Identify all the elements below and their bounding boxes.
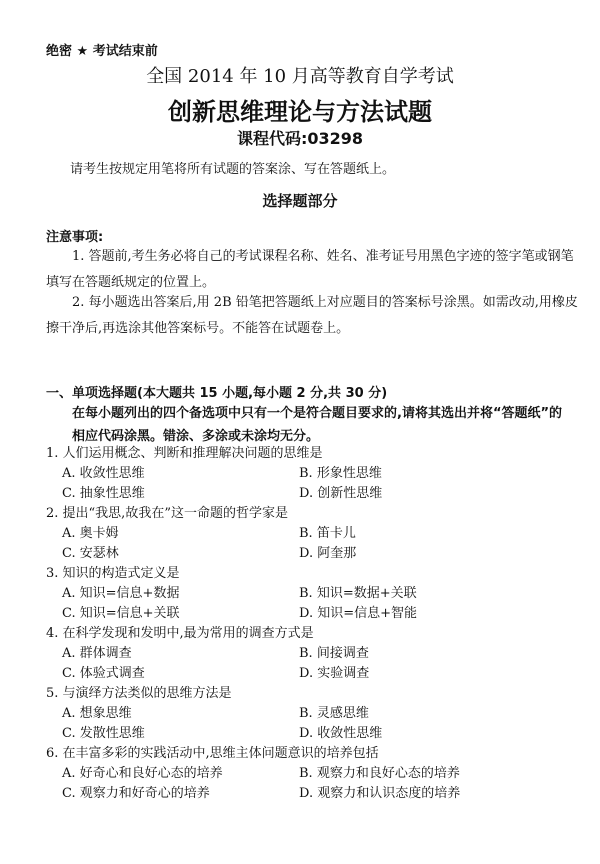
option-row <box>46 784 586 804</box>
option-row <box>46 484 586 504</box>
question <box>46 684 586 744</box>
option-row <box>46 664 586 684</box>
option: C. 发散性思维 <box>62 726 145 741</box>
question-stem: 2. 提出“我思,故我在”这一命题的哲学家是 <box>46 506 288 521</box>
option-row <box>46 544 586 564</box>
question <box>46 564 586 624</box>
option: C. 安瑟林 <box>62 546 119 561</box>
option: D. 创新性思维 <box>299 486 383 501</box>
question-stem: 1. 人们运用概念、判断和推理解决问题的思维是 <box>46 446 323 461</box>
part-description: 在每小题列出的四个备选项中只有一个是符合题目要求的,请将其选出并将“答题纸”的相应代码涂黑。错涂、多涂或未涂均无分。 <box>72 406 563 444</box>
question-stem: 4. 在科学发现和发明中,最为常用的调查方式是 <box>46 626 314 641</box>
option: C. 知识=信息+关联 <box>62 606 180 621</box>
course-code: 课程代码:03298 <box>236 129 364 148</box>
option: D. 阿奎那 <box>299 546 357 561</box>
option: C. 观察力和好奇心的培养 <box>62 786 210 801</box>
notes-title: 注意事项: <box>46 230 104 245</box>
option: D. 实验调查 <box>299 666 370 681</box>
option-row <box>46 604 586 624</box>
exam-title: 全国 2014 年 10 月高等教育自学考试 <box>146 66 454 87</box>
option-row <box>46 464 586 484</box>
option: D. 观察力和认识态度的培养 <box>299 786 461 801</box>
option: A. 知识=信息+数据 <box>62 586 180 601</box>
option: C. 抽象性思维 <box>62 486 145 501</box>
section-title: 选择题部分 <box>262 192 338 210</box>
option: A. 想象思维 <box>62 706 132 721</box>
question-stem: 6. 在丰富多彩的实践活动中,思维主体问题意识的培养包括 <box>46 746 379 761</box>
option-row <box>46 724 586 744</box>
option: B. 笛卡儿 <box>299 526 356 541</box>
question-stem: 3. 知识的构造式定义是 <box>46 566 180 581</box>
question-stem: 5. 与演绎方法类似的思维方法是 <box>46 686 232 701</box>
option: C. 体验式调查 <box>62 666 145 681</box>
option-row <box>46 764 586 784</box>
option: B. 观察力和良好心态的培养 <box>299 766 460 781</box>
option: A. 收敛性思维 <box>62 466 145 481</box>
question <box>46 444 586 504</box>
question <box>46 744 586 804</box>
note-item: 1. 答题前,考生务必将自己的考试课程名称、姓名、准考证号用黑色字迹的签字笔或钢笔填写在答题纸规定的位置上。 <box>46 249 574 290</box>
option: A. 群体调查 <box>62 646 132 661</box>
option: D. 收敛性思维 <box>299 726 383 741</box>
option-row <box>46 704 586 724</box>
subject-title: 创新思维理论与方法试题 <box>168 98 432 126</box>
option: B. 间接调查 <box>299 646 369 661</box>
note-item: 2. 每小题选出答案后,用 2B 铅笔把答题纸上对应题目的答案标号涂黑。如需改动,用橡皮擦干净后,再选涂其他答案标号。不能答在试题卷上。 <box>46 295 578 336</box>
question <box>46 624 586 684</box>
secret-mark: 绝密 ★ 考试结束前 <box>46 44 158 59</box>
question <box>46 504 586 564</box>
answer-instruction: 请考生按规定用笔将所有试题的答案涂、写在答题纸上。 <box>70 162 396 177</box>
option: D. 知识=信息+智能 <box>299 606 418 621</box>
option-row <box>46 584 586 604</box>
option: B. 形象性思维 <box>299 466 382 481</box>
option: B. 灵感思维 <box>299 706 369 721</box>
option-row <box>46 524 586 544</box>
part-title: 一、单项选择题(本大题共 15 小题,每小题 2 分,共 30 分) <box>46 386 388 401</box>
option-row <box>46 644 586 664</box>
option: B. 知识=数据+关联 <box>299 586 417 601</box>
option: A. 好奇心和良好心态的培养 <box>62 766 223 781</box>
question-list <box>46 444 586 804</box>
option: A. 奥卡姆 <box>62 526 119 541</box>
